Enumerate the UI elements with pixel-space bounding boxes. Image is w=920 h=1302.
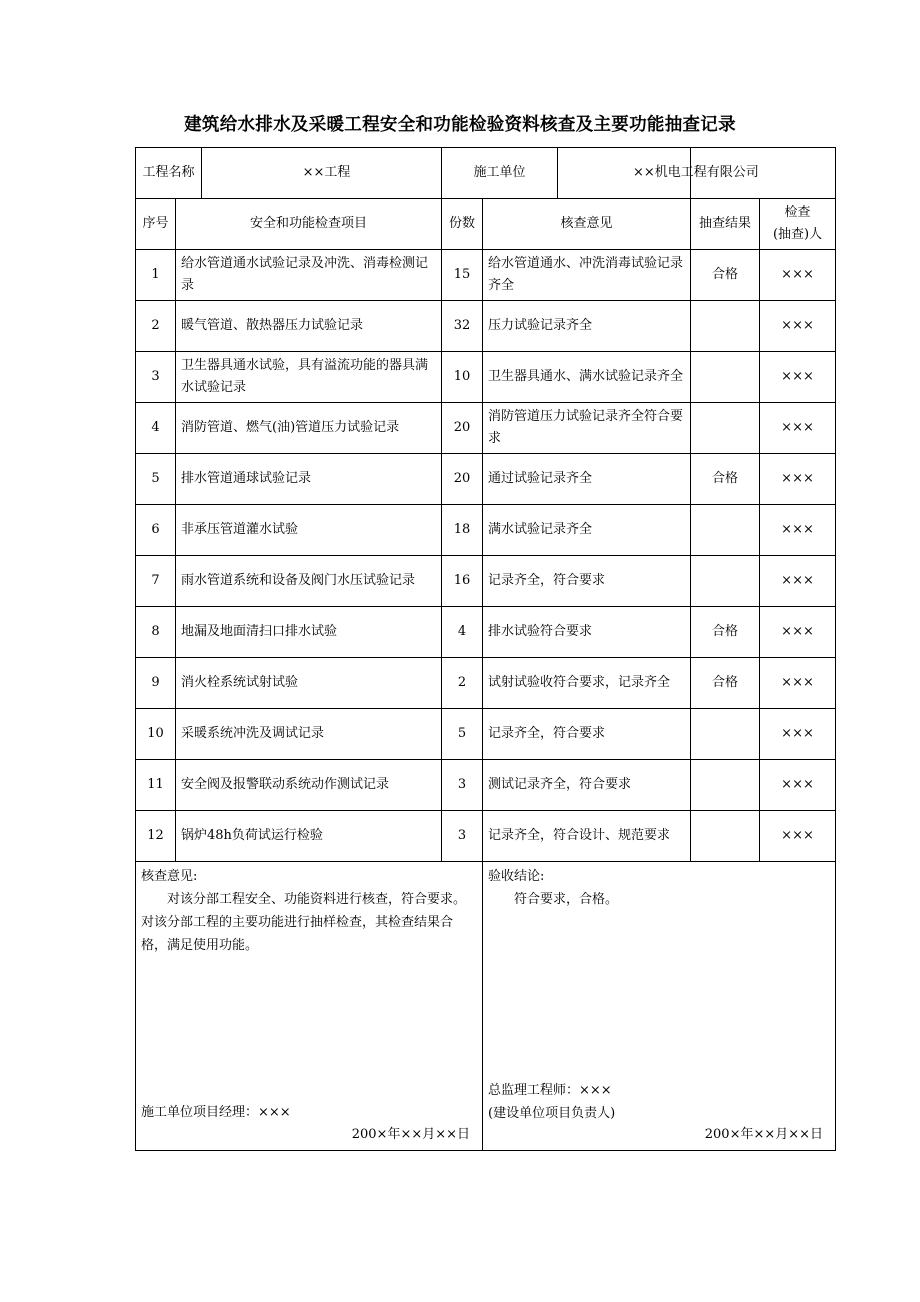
table-row: [136, 505, 836, 556]
review-panel: [136, 862, 483, 1151]
row-checker: ×××: [760, 403, 836, 454]
row-checker: ×××: [760, 607, 836, 658]
review-signer: 施工单位项目经理：×××: [141, 1105, 291, 1120]
review-text: [141, 888, 478, 957]
row-result: [691, 709, 760, 760]
acceptance-text: 符合要求，合格。: [514, 892, 619, 907]
row-count: 16: [442, 556, 483, 607]
table-row: [136, 301, 836, 352]
row-result: [691, 811, 760, 862]
row-checker: ×××: [760, 556, 836, 607]
row-seq: 6: [136, 505, 176, 556]
review-text-line2: 对该分部工程的主要功能进行抽样检查，其检查结果合格，满足使用功能。: [141, 915, 454, 953]
table-row: [136, 709, 836, 760]
row-checker: ×××: [760, 505, 836, 556]
row-item: 锅炉48h负荷试运行检验: [176, 811, 442, 862]
row-count: 15: [442, 250, 483, 301]
acceptance-panel: [483, 862, 836, 1151]
table-row: [136, 811, 836, 862]
row-result: 合格: [691, 607, 760, 658]
row-seq: 3: [136, 352, 176, 403]
row-opinion: 给水管道通水、冲洗消毒试验记录齐全: [483, 250, 691, 301]
row-count: 5: [442, 709, 483, 760]
row-result: [691, 556, 760, 607]
project-info-row: [136, 148, 836, 199]
col-checker-header: [760, 199, 836, 250]
row-item: 暖气管道、散热器压力试验记录: [176, 301, 442, 352]
row-checker: ×××: [760, 709, 836, 760]
row-seq: 7: [136, 556, 176, 607]
row-seq: 9: [136, 658, 176, 709]
col-checker-header-line2: (抽查)人: [772, 227, 823, 242]
table-row: [136, 454, 836, 505]
row-checker: ×××: [760, 658, 836, 709]
row-item: 非承压管道灌水试验: [176, 505, 442, 556]
row-opinion: 试射试验收符合要求，记录齐全: [483, 658, 691, 709]
row-result: 合格: [691, 250, 760, 301]
contractor-label: 施工单位: [442, 148, 558, 198]
column-header-row: [136, 199, 836, 250]
row-checker: ×××: [760, 301, 836, 352]
conclusion-row: [136, 862, 836, 1151]
row-item: 采暖系统冲洗及调试记录: [176, 709, 442, 760]
table-row: [136, 658, 836, 709]
row-item: 消防管道、燃气(油)管道压力试验记录: [176, 403, 442, 454]
row-opinion: 卫生器具通水、满水试验记录齐全: [483, 352, 691, 403]
row-result: [691, 505, 760, 556]
row-result: 合格: [691, 454, 760, 505]
review-date: 200×年××月××日: [351, 1127, 471, 1142]
row-seq: 5: [136, 454, 176, 505]
row-opinion: 压力试验记录齐全: [483, 301, 691, 352]
row-count: 10: [442, 352, 483, 403]
row-seq: 11: [136, 760, 176, 811]
row-count: 18: [442, 505, 483, 556]
row-item: 卫生器具通水试验，具有溢流功能的器具满水试验记录: [176, 352, 442, 403]
row-seq: 1: [136, 250, 176, 301]
row-seq: 8: [136, 607, 176, 658]
row-opinion: 满水试验记录齐全: [483, 505, 691, 556]
row-item: 排水管道通球试验记录: [176, 454, 442, 505]
col-item-header: 安全和功能检查项目: [176, 199, 442, 250]
row-result: [691, 301, 760, 352]
row-item: 地漏及地面清扫口排水试验: [176, 607, 442, 658]
row-item: 消火栓系统试射试验: [176, 658, 442, 709]
table-row: [136, 250, 836, 301]
row-item: 雨水管道系统和设备及阀门水压试验记录: [176, 556, 442, 607]
row-result: 合格: [691, 658, 760, 709]
table-row: [136, 760, 836, 811]
row-count: 3: [442, 811, 483, 862]
acceptance-label: 验收结论:: [488, 869, 545, 884]
acceptance-signer-line2: (建设单位项目负责人): [488, 1106, 616, 1121]
row-checker: ×××: [760, 454, 836, 505]
row-seq: 12: [136, 811, 176, 862]
row-count: 3: [442, 760, 483, 811]
acceptance-signer-line1: 总监理工程师：×××: [488, 1083, 612, 1098]
row-opinion: 消防管道压力试验记录齐全符合要求: [483, 403, 691, 454]
row-count: 20: [442, 454, 483, 505]
row-opinion: 记录齐全，符合设计、规范要求: [483, 811, 691, 862]
project-name-label: 工程名称: [136, 148, 202, 198]
row-item: 安全阀及报警联动系统动作测试记录: [176, 760, 442, 811]
col-result-header: 抽查结果: [691, 199, 760, 250]
row-result: [691, 352, 760, 403]
row-count: 32: [442, 301, 483, 352]
inspection-record-table: [135, 147, 836, 1151]
row-checker: ×××: [760, 760, 836, 811]
col-seq-header: 序号: [136, 199, 176, 250]
acceptance-date: 200×年××月××日: [704, 1127, 824, 1142]
table-row: [136, 556, 836, 607]
row-count: 4: [442, 607, 483, 658]
review-label: 核查意见:: [141, 869, 198, 884]
row-result: [691, 760, 760, 811]
row-seq: 4: [136, 403, 176, 454]
row-item: 给水管道通水试验记录及冲洗、消毒检测记录: [176, 250, 442, 301]
col-checker-header-line1: 检查: [784, 205, 811, 220]
page-title: 建筑给水排水及采暖工程安全和功能检验资料核查及主要功能抽查记录: [184, 115, 736, 135]
row-seq: 10: [136, 709, 176, 760]
col-count-header: 份数: [442, 199, 483, 250]
row-opinion: 排水试验符合要求: [483, 607, 691, 658]
table-row: [136, 607, 836, 658]
project-name-value: ××工程: [302, 165, 351, 180]
review-text-line1: 对该分部工程安全、功能资料进行核查，符合要求。: [167, 892, 467, 907]
row-checker: ×××: [760, 352, 836, 403]
row-count: 20: [442, 403, 483, 454]
row-opinion: 记录齐全，符合要求: [483, 709, 691, 760]
row-opinion: 测试记录齐全，符合要求: [483, 760, 691, 811]
row-count: 2: [442, 658, 483, 709]
row-result: [691, 403, 760, 454]
row-opinion: 记录齐全，符合要求: [483, 556, 691, 607]
table-row: [136, 352, 836, 403]
row-seq: 2: [136, 301, 176, 352]
table-row: [136, 403, 836, 454]
row-opinion: 通过试验记录齐全: [483, 454, 691, 505]
contractor-value: ××机电工程有限公司: [633, 165, 759, 180]
row-checker: ×××: [760, 250, 836, 301]
col-opinion-header: 核查意见: [483, 199, 691, 250]
row-checker: ×××: [760, 811, 836, 862]
